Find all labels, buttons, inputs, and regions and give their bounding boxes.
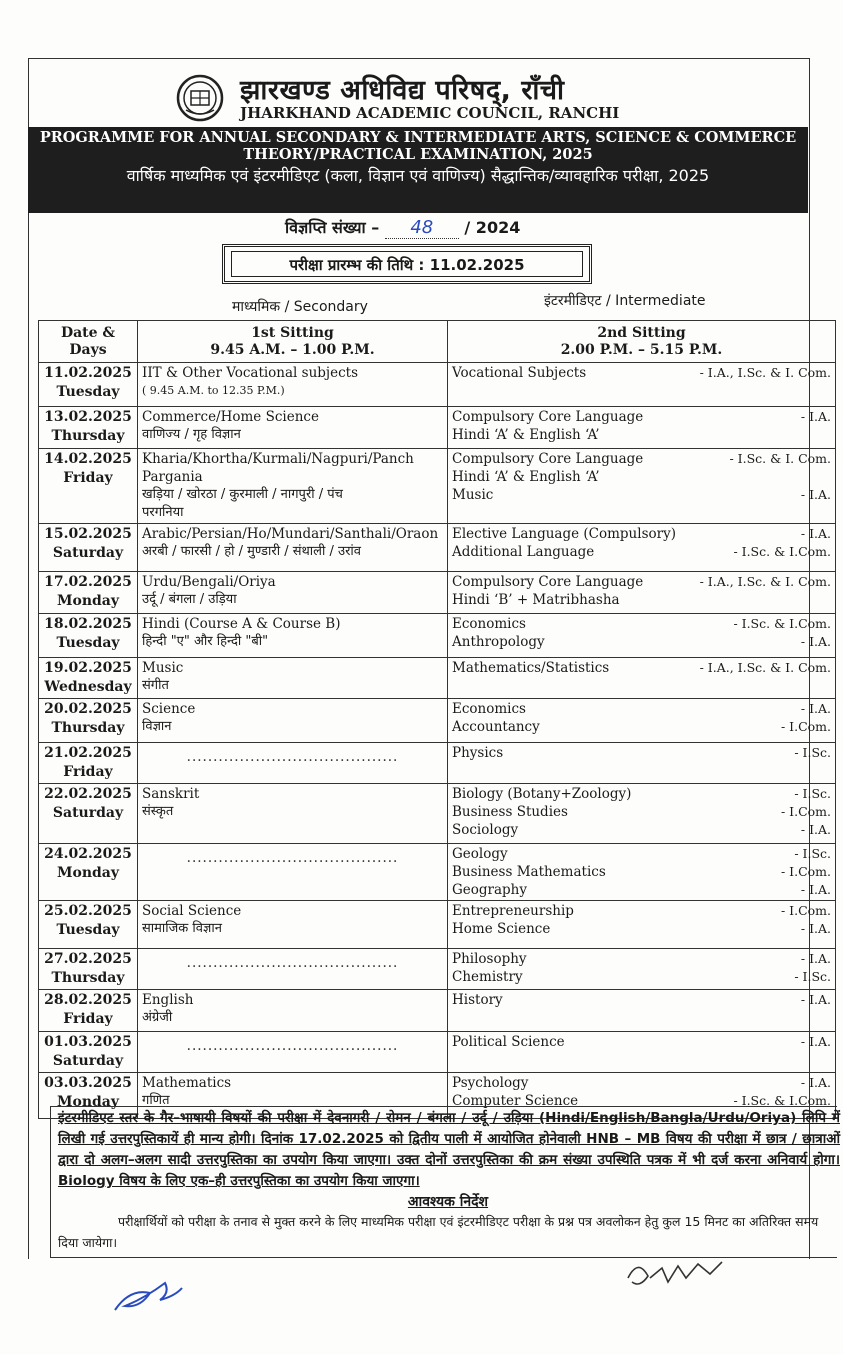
council-seal-icon: [176, 74, 224, 122]
secondary-subject: Urdu/Bengali/Oriya: [142, 574, 276, 590]
secondary-subject: ........................................: [186, 749, 399, 765]
intermediate-subject: [452, 573, 831, 591]
stream-tag: - I.A.: [800, 487, 831, 502]
table-row: [39, 407, 836, 449]
org-title-english: JHARKHAND ACADEMIC COUNCIL, RANCHI: [240, 104, 620, 122]
stream-tag: - I.A.: [800, 701, 831, 716]
table-row: [39, 658, 836, 699]
date-cell: [39, 572, 138, 614]
exam-schedule-table: [38, 320, 836, 1119]
signature-icon: [620, 1248, 750, 1298]
subject-name: Compulsory Core Language: [452, 574, 644, 590]
intermediate-subject-cell: [448, 990, 836, 1032]
exam-date: 21.02.2025: [44, 745, 132, 761]
intermediate-subject-cell: [448, 1032, 836, 1073]
secondary-subject: संगीत: [142, 678, 169, 693]
exam-date: 25.02.2025: [44, 903, 132, 919]
intermediate-subject: [452, 920, 831, 938]
secondary-subject: IIT & Other Vocational subjects: [142, 365, 359, 381]
stream-tag: - I.A.: [800, 921, 831, 936]
secondary-subject: उर्दू / बंगला / उड़िया: [142, 592, 237, 607]
intermediate-subject-cell: [448, 743, 836, 784]
secondary-subject: संस्कृत: [142, 804, 174, 819]
secondary-subject: Science: [142, 701, 196, 717]
subject-name: Business Mathematics: [452, 864, 606, 880]
subject-name: Additional Language: [452, 544, 595, 560]
exam-day: Friday: [63, 1011, 113, 1027]
secondary-subject: ( 9.45 A.M. to 12.35 P.M.): [142, 384, 285, 397]
intermediate-subject: [452, 803, 831, 821]
subject-name: Psychology: [452, 1075, 529, 1091]
intermediate-subject: [452, 744, 831, 762]
stream-tag: - I.A.: [800, 1075, 831, 1090]
intermediate-subject: [452, 950, 831, 968]
intermediate-subject-cell: [448, 784, 836, 844]
intermediate-subject: [452, 426, 831, 444]
intermediate-subject-cell: [448, 449, 836, 524]
subject-name: Entrepreneurship: [452, 903, 574, 919]
intermediate-subject: [452, 718, 831, 736]
second-sitting-label: 2nd Sitting: [597, 324, 686, 341]
subject-name: Hindi ‘A’ & English ‘A’: [452, 427, 600, 443]
intermediate-subject: [452, 543, 831, 561]
secondary-subject: परगनिया: [142, 505, 184, 520]
table-row: [39, 949, 836, 990]
intermediate-subject: [452, 615, 831, 633]
intermediate-subject-cell: [448, 949, 836, 990]
intermediate-subject: [452, 525, 831, 543]
secondary-subject: विज्ञान: [142, 719, 172, 734]
table-row: [39, 743, 836, 784]
secondary-subject: Hindi (Course A & Course B): [142, 616, 341, 632]
org-title-hindi: झारखण्ड अधिविद्य परिषद्, राँची: [240, 75, 565, 106]
intermediate-subject: [452, 785, 831, 803]
secondary-subject: हिन्दी "ए" और हिन्दी "बी": [142, 634, 269, 649]
secondary-subject: Sanskrit: [142, 786, 200, 802]
first-sitting-header: [138, 321, 448, 363]
exam-date: 28.02.2025: [44, 992, 132, 1008]
exam-day: Friday: [63, 470, 113, 486]
subject-name: Home Science: [452, 921, 551, 937]
intermediate-subject: [452, 902, 831, 920]
exam-day: Monday: [56, 1094, 119, 1110]
secondary-subject-cell: [138, 699, 448, 743]
stream-tag: - I.Sc.: [794, 969, 831, 984]
secondary-subject-cell: [138, 784, 448, 844]
intermediate-subject: [452, 468, 831, 486]
intermediate-subject: [452, 486, 831, 504]
start-date: परीक्षा प्रारम्भ की तिथि : 11.02.2025: [231, 251, 583, 277]
exam-date: 11.02.2025: [44, 365, 132, 381]
secondary-subject: Kharia/Khortha/Kurmali/Nagpuri/Panch Pargania: [142, 451, 414, 485]
secondary-subject-cell: [138, 572, 448, 614]
exam-date: 14.02.2025: [44, 451, 132, 467]
secondary-subject-cell: [138, 614, 448, 658]
intermediate-subject: [452, 968, 831, 986]
subject-name: Geology: [452, 846, 508, 862]
intermediate-subject: [452, 659, 831, 677]
date-cell: [39, 699, 138, 743]
subject-name: Philosophy: [452, 951, 527, 967]
exam-date: 22.02.2025: [44, 786, 132, 802]
stream-tag: - I.Com.: [780, 719, 831, 734]
notes-section: [58, 1108, 838, 1253]
subject-name: Anthropology: [452, 634, 545, 650]
secondary-subject: Arabic/Persian/Ho/Mundari/Santhali/Oraon: [142, 526, 439, 542]
exam-day: Wednesday: [44, 679, 132, 695]
intermediate-heading: इंटरमीडिएट / Intermediate: [544, 293, 706, 309]
notification-label: विज्ञप्ति संख्या –: [285, 218, 380, 237]
table-row: [39, 901, 836, 949]
intermediate-subject-cell: [448, 658, 836, 699]
stream-tag: - I.A.: [800, 992, 831, 1007]
date-cell: [39, 614, 138, 658]
secondary-subject: Commerce/Home Science: [142, 409, 319, 425]
secondary-subject-cell: [138, 407, 448, 449]
secondary-subject: English: [142, 992, 194, 1008]
secondary-subject: Mathematics: [142, 1075, 232, 1091]
intermediate-subject: [452, 408, 831, 426]
signature-icon: [110, 1268, 190, 1318]
table-row: [39, 614, 836, 658]
stream-tag: - I.Com.: [780, 804, 831, 819]
first-sitting-time: 9.45 A.M. – 1.00 P.M.: [210, 341, 375, 358]
exam-day: Saturday: [52, 1053, 124, 1069]
programme-banner: [28, 127, 808, 213]
date-cell: [39, 901, 138, 949]
secondary-subject-cell: [138, 1032, 448, 1073]
stream-tag: - I.A., I.Sc. & I. Com.: [699, 574, 831, 589]
notification-value: 48: [385, 217, 459, 239]
table-row: [39, 524, 836, 572]
exam-date: 03.03.2025: [44, 1075, 132, 1091]
subject-name: Physics: [452, 745, 504, 761]
intermediate-subject-cell: [448, 524, 836, 572]
exam-date: 15.02.2025: [44, 526, 132, 542]
intermediate-subject: [452, 591, 831, 609]
exam-day: Tuesday: [56, 384, 120, 400]
start-date-box: [222, 244, 592, 284]
exam-day: Friday: [63, 764, 113, 780]
schedule-body: [39, 363, 836, 1119]
exam-date: 01.03.2025: [44, 1034, 132, 1050]
intermediate-subject-cell: [448, 572, 836, 614]
intermediate-subject: [452, 821, 831, 839]
secondary-subject: ........................................: [186, 1038, 399, 1054]
intermediate-subject: [452, 700, 831, 718]
date-cell: [39, 449, 138, 524]
stream-tag: - I.A., I.Sc. & I. Com.: [699, 365, 831, 380]
stream-tag: - I.A.: [800, 634, 831, 649]
date-cell: [39, 1032, 138, 1073]
exam-date: 24.02.2025: [44, 846, 132, 862]
programme-line1: PROGRAMME FOR ANNUAL SECONDARY & INTERMEDIATE ARTS, SCIENCE & COMMERCE: [39, 129, 797, 146]
date-cell: [39, 658, 138, 699]
notification-number: [285, 216, 520, 239]
date-cell: [39, 407, 138, 449]
intermediate-subject: [452, 1074, 831, 1092]
secondary-subject-cell: [138, 844, 448, 901]
stream-tag: - I.Sc.: [794, 786, 831, 801]
subject-name: Geography: [452, 882, 528, 898]
date-cell: [39, 990, 138, 1032]
secondary-subject-cell: [138, 363, 448, 407]
subject-name: Computer Science: [452, 1093, 579, 1109]
stream-tag: - I.Com.: [780, 903, 831, 918]
programme-hindi: वार्षिक माध्यमिक एवं इंटरमीडिएट (कला, विज्ञान एवं वाणिज्य) सैद्धान्तिक/व्यावहारिक परीक्षा, 2025: [126, 166, 710, 185]
first-sitting-label: 1st Sitting: [251, 324, 334, 341]
intermediate-subject: [452, 633, 831, 651]
intermediate-subject-cell: [448, 901, 836, 949]
secondary-heading: माध्यमिक / Secondary: [232, 299, 368, 315]
date-cell: [39, 363, 138, 407]
date-cell: [39, 524, 138, 572]
stream-tag: - I.A.: [800, 822, 831, 837]
subject-name: Economics: [452, 616, 526, 632]
secondary-subject: ........................................: [186, 955, 399, 971]
stream-tag: - I.A., I.Sc. & I. Com.: [699, 660, 831, 675]
table-row: [39, 699, 836, 743]
exam-day: Monday: [56, 865, 119, 881]
intermediate-subject: [452, 845, 831, 863]
stream-tag: - I.Sc. & I. Com.: [729, 451, 831, 466]
table-row: [39, 1032, 836, 1073]
exam-date: 13.02.2025: [44, 409, 132, 425]
secondary-subject-cell: [138, 743, 448, 784]
subject-name: Economics: [452, 701, 526, 717]
note-heading: आवश्यक निर्देश: [407, 1194, 489, 1210]
subject-name: Compulsory Core Language: [452, 409, 644, 425]
exam-date: 20.02.2025: [44, 701, 132, 717]
secondary-subject-cell: [138, 524, 448, 572]
exam-day: Monday: [56, 593, 119, 609]
exam-day: Thursday: [51, 970, 125, 986]
intermediate-subject: [452, 991, 831, 1009]
date-cell: [39, 784, 138, 844]
subject-name: Music: [452, 487, 494, 503]
intermediate-subject: [452, 450, 831, 468]
secondary-subject: अंग्रेजी: [142, 1010, 173, 1025]
second-sitting-header: [448, 321, 836, 363]
stream-tag: - I.Sc.: [794, 745, 831, 760]
subject-name: Elective Language (Compulsory): [452, 526, 676, 542]
table-row: [39, 990, 836, 1032]
exam-day: Tuesday: [56, 922, 120, 938]
subject-name: History: [452, 992, 503, 1008]
subject-name: Business Studies: [452, 804, 568, 820]
secondary-subject-cell: [138, 901, 448, 949]
note-paragraph-2: परीक्षार्थियों को परीक्षा के तनाव से मुक्त करने के लिए माध्यमिक परीक्षा एवं इंटरमीडिएट परीक्षा के प्रश्न पत्र अवलोकन हेतु कुल 15 मिनट का अतिरिक्त समय दिया जायेगा।: [58, 1214, 819, 1250]
table-row: [39, 449, 836, 524]
exam-day: Saturday: [52, 805, 124, 821]
secondary-subject: ........................................: [186, 850, 399, 866]
table-row: [39, 784, 836, 844]
date-cell: [39, 949, 138, 990]
intermediate-subject-cell: [448, 699, 836, 743]
stream-tag: - I.A.: [800, 951, 831, 966]
stream-tag: - I.Sc. & I.Com.: [733, 1093, 831, 1108]
secondary-subject: वाणिज्य / गृह विज्ञान: [142, 427, 241, 442]
exam-date: 19.02.2025: [44, 660, 132, 676]
stream-tag: - I.Sc. & I.Com.: [733, 544, 831, 559]
stream-tag: - I.Sc.: [794, 846, 831, 861]
subject-name: Chemistry: [452, 969, 523, 985]
exam-day: Tuesday: [56, 635, 120, 651]
secondary-subject-cell: [138, 658, 448, 699]
table-row: [39, 844, 836, 901]
exam-date: 27.02.2025: [44, 951, 132, 967]
exam-day: Thursday: [51, 428, 125, 444]
intermediate-subject-cell: [448, 363, 836, 407]
subject-name: Biology (Botany+Zoology): [452, 786, 632, 802]
subject-name: Hindi ‘A’ & English ‘A’: [452, 469, 600, 485]
stream-tag: - I.A.: [800, 882, 831, 897]
secondary-subject-cell: [138, 449, 448, 524]
exam-date: 18.02.2025: [44, 616, 132, 632]
secondary-subject-cell: [138, 990, 448, 1032]
date-cell: [39, 743, 138, 784]
secondary-subject: गणित: [142, 1093, 170, 1108]
table-row: [39, 363, 836, 407]
intermediate-subject-cell: [448, 407, 836, 449]
programme-line2: THEORY/PRACTICAL EXAMINATION, 2025: [243, 146, 593, 163]
second-sitting-time: 2.00 P.M. – 5.15 P.M.: [560, 341, 723, 358]
intermediate-subject-cell: [448, 614, 836, 658]
stream-tag: - I.A.: [800, 1034, 831, 1049]
stream-tag: - I.Sc. & I.Com.: [733, 616, 831, 631]
subject-name: Hindi ‘B’ + Matribhasha: [452, 592, 620, 608]
subject-name: Vocational Subjects: [452, 365, 587, 381]
secondary-subject: Music: [142, 660, 184, 676]
intermediate-subject: [452, 863, 831, 881]
notification-year: / 2024: [464, 218, 521, 237]
subject-name: Compulsory Core Language: [452, 451, 644, 467]
stream-tag: - I.A.: [800, 526, 831, 541]
subject-name: Accountancy: [452, 719, 540, 735]
subject-name: Mathematics/Statistics: [452, 660, 610, 676]
intermediate-subject-cell: [448, 844, 836, 901]
secondary-subject-cell: [138, 949, 448, 990]
exam-day: Thursday: [51, 720, 125, 736]
subject-name: Sociology: [452, 822, 519, 838]
stream-tag: - I.Com.: [780, 864, 831, 879]
secondary-subject: खड़िया / खोरठा / कुरमाली / नागपुरी / पंच: [142, 487, 343, 502]
date-cell: [39, 844, 138, 901]
exam-date: 17.02.2025: [44, 574, 132, 590]
subject-name: Political Science: [452, 1034, 565, 1050]
note-paragraph-1: इंटरमीडिएट स्तर के गैर–भाषायी विषयों की परीक्षा में देवनागरी / रोमन / बंगला / उर्दू / उड़िया (Hindi/English/Bangla/Urdu/Oriya) लिपि में लिखी गई उत्तरपुस्तिकायें ही मान्य होगी। दिनांक 17.02.2025 को द्वितीय पाली में आयोजित होनेवाली HNB – MB विषय की परीक्षा में छात्र / छात्राओं द्वारा दो अलग–अलग सादी उत्तरपुस्तिका का उपयोग किया जाएगा। उक्त दोनों उत्तरपुस्तिका की क्रम संख्या उपस्थिति पत्रक में भी दर्ज करना अनिवार्य होगा। Biology विषय के लिए एक–ही उत्तरपुस्तिका का उपयोग किया जाएगा।: [58, 1110, 840, 1189]
secondary-subject: Social Science: [142, 903, 242, 919]
secondary-subject: सामाजिक विज्ञान: [142, 921, 222, 936]
stream-tag: - I.A.: [800, 409, 831, 424]
intermediate-subject: [452, 364, 831, 382]
intermediate-subject: [452, 1033, 831, 1051]
date-column-header: Date & Days: [39, 321, 138, 363]
table-row: [39, 572, 836, 614]
secondary-subject: अरबी / फारसी / हो / मुण्डारी / संथाली / उरांव: [142, 544, 362, 559]
exam-day: Saturday: [52, 545, 124, 561]
intermediate-subject: [452, 881, 831, 899]
